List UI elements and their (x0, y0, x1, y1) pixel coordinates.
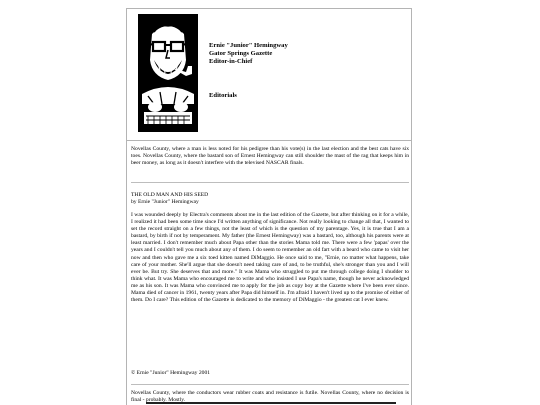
bottom-rule (146, 402, 396, 404)
copyright-notice: © Ernie "Junior" Hemingway 2001 (131, 370, 211, 376)
article-title: THE OLD MAN AND HIS SEED (131, 192, 209, 198)
article-body: I was wounded deeply by Electra's comments about me in the last edition of the Gazette, but after thinking on it for a while, I realized it had been some time since I'd written anything of significance. Not really looking to change all that, I wanted to set the record straight on a few things, not the least of which is the question of my parentage. Yes, it is true that I am a bastard, by birth if not by temperament. My father (the Ernest Hemingway) was a bastard, too, although his parents were at least married. I don't remember much about Papa other than the stories Mama told me. There were a few 'papas' over the years and I couldn't tell you much about any of them. I do seem to remember an old fart with a beard who came to visit her now and then who gave me a six toed kitten named DiMaggio. He once said to me, "Ernie, no matter what happens, take care of your mother. She'll argue that she doesn't need taking care of and, to be truthful, she's stronger than you and I will ever be. But try. She deserves that and more." It was Mama who struggled to put me through college doing I shudder to think what. It was Mama who encouraged me to write and who insisted I use Papa's name, though he never acknowledged me as his son. It was Mama who convinced me to apply for the job as copy boy at the Gazette where I've been ever since. Mama died of cancer in 1961, twenty years after Papa did himself in. I'm afraid I haven't lived up to the promise of either of them. Do I care? This edition of the Gazette is dedicated to the memory of DiMaggio - the greatest cat I ever knew. (131, 212, 409, 304)
woodcut-portrait-icon (138, 14, 198, 132)
footer-paragraph: Novellas County, where the conductors wear rubber coats and resistance is futile. Novellas County, where no decision is final - probably. Mostly. (131, 390, 409, 404)
paper-name: Gator Springs Gazette (209, 50, 273, 58)
editor-role: Editor-in-Chief (209, 58, 253, 66)
intro-paragraph: Novellas County, where a man is less noted for his pedigree than his vote(s) in the last election and the best cats have six toes. Novellas County, where the bastard son of Ernest Hemingway can still shoulder the mast of the rag that keeps him in beer money, as long as it doesn't interfere with the televised NASCAR finals. (131, 146, 409, 167)
divider (131, 384, 409, 385)
divider (131, 182, 409, 183)
article-byline: by Ernie "Junior" Hemingway (131, 199, 199, 205)
masthead-info (209, 42, 288, 67)
section-title: Editorials (209, 92, 237, 99)
editor-name: Ernie "Junior" Hemingway (209, 42, 288, 49)
